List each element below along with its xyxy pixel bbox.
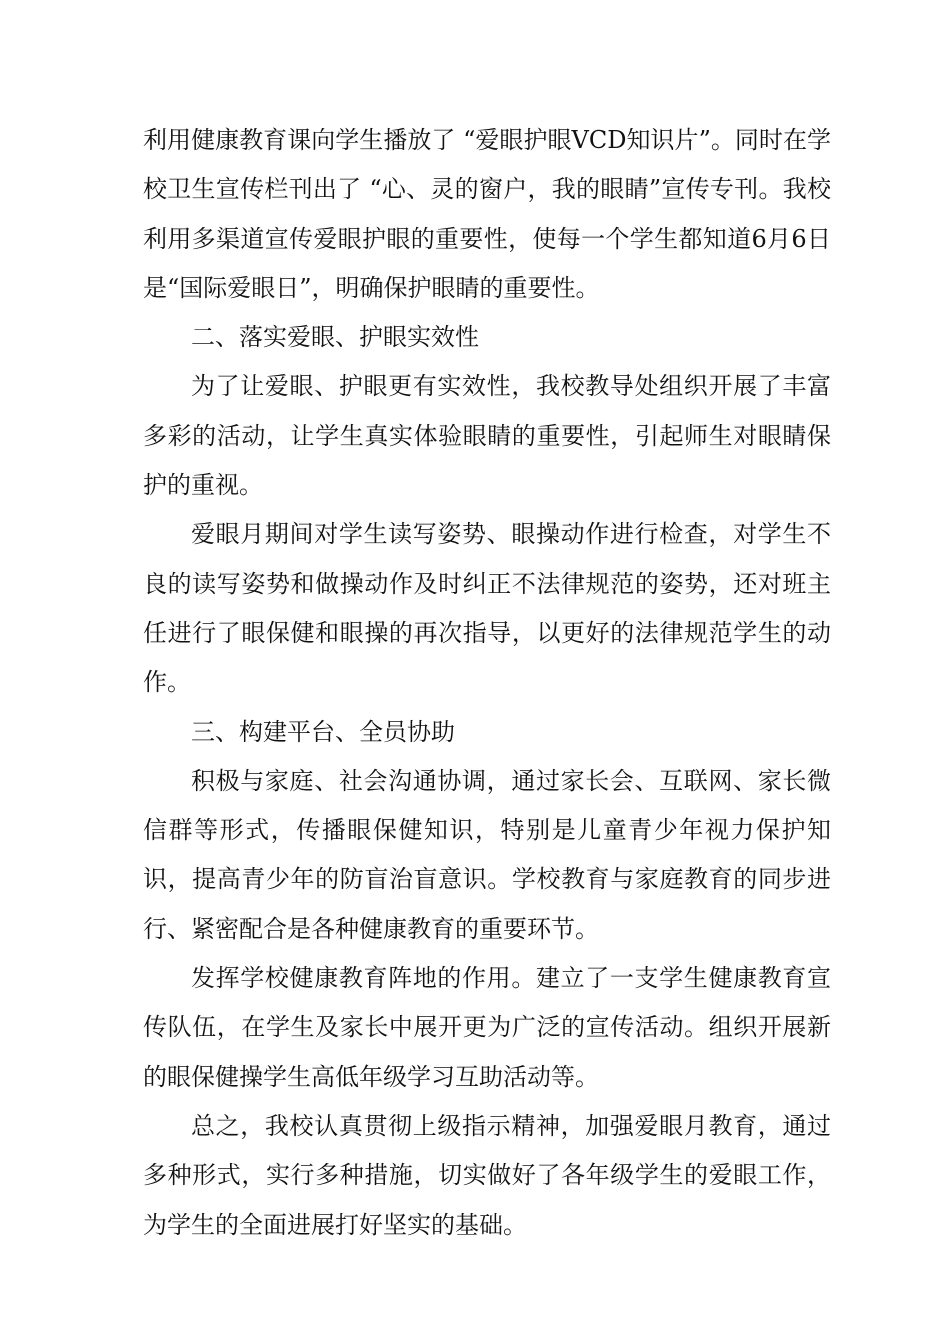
paragraph: 爱眼月期间对学生读写姿势、眼操动作进行检查，对学生不良的读写姿势和做操动作及时纠正不法律规范的姿势，还对班主任进行了眼保健和眼操的再次指导，以更好的法律规范学生的动作。: [143, 520, 831, 697]
paragraph: 发挥学校健康教育阵地的作用。建立了一支学生健康教育宣传队伍，在学生及家长中展开更为广泛的宣传活动。组织开展新的眼保健操学生高低年级学习互助活动等。: [143, 964, 831, 1091]
paragraph: 积极与家庭、社会沟通协调，通过家长会、互联网、家长微信群等形式，传播眼保健知识，特别是儿童青少年视力保护知识，提高青少年的防盲治盲意识。学校教育与家庭教育的同步进行、紧密配合是各种健康教育的重要环节。: [143, 766, 831, 943]
section-heading-3: 三、构建平台、全员协助: [191, 717, 455, 746]
paragraph-continued-intro: 利用健康教育课向学生播放了 “爱眼护眼VCD知识片”。同时在学校卫生宣传栏刊出了 “心、灵的窗户，我的眼睛”宣传专刊。我校利用多渠道宣传爱眼护眼的重要性，使每一个学生都知道6月6日是“国际爱眼日”，明确保护眼睛的重要性。: [143, 126, 831, 302]
paragraph-conclusion: 总之，我校认真贯彻上级指示精神，加强爱眼月教育，通过多种形式，实行多种措施，切实做好了各年级学生的爱眼工作，为学生的全面进展打好坚实的基础。: [143, 1111, 831, 1239]
paragraph: 为了让爱眼、护眼更有实效性，我校教导处组织开展了丰富多彩的活动，让学生真实体验眼睛的重要性，引起师生对眼睛保护的重视。: [143, 372, 831, 500]
section-heading-2: 二、落实爱眼、护眼实效性: [191, 323, 479, 352]
document-body: [143, 116, 831, 1250]
